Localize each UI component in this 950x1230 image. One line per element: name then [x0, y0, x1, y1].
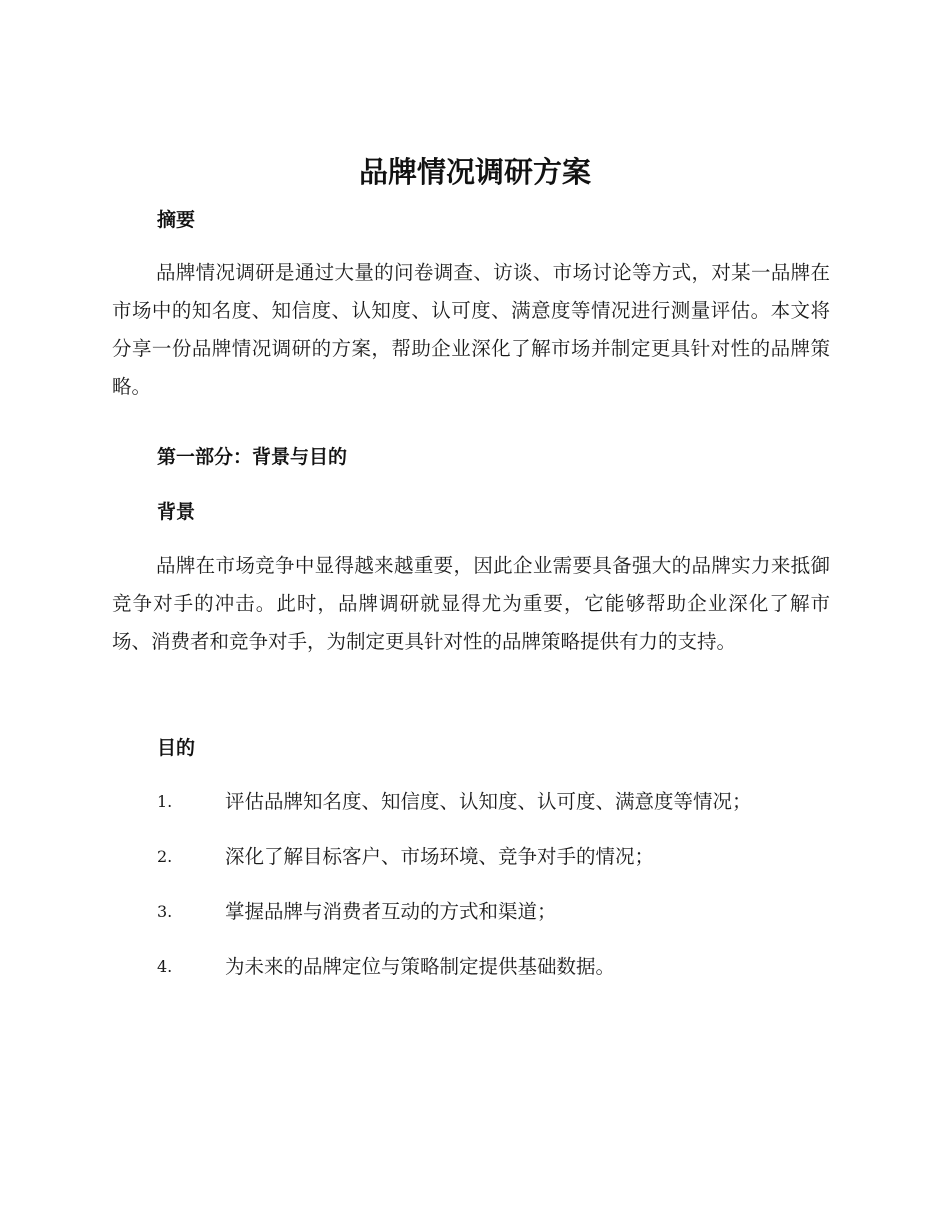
list-item	[0, 783, 950, 838]
background-paragraph: 品牌在市场竞争中显得越来越重要，因此企业需要具备强大的品牌实力来抵御竞争对手的冲击。此时，品牌调研就显得尤为重要，它能够帮助企业深化了解市场、消费者和竞争对手，为制定更具针对性的品牌策略提供有力的支持。	[112, 554, 830, 653]
abstract-heading: 摘要	[157, 209, 196, 231]
list-item-text: 掌握品牌与消费者互动的方式和渠道；	[225, 900, 557, 923]
list-item-number: 1.	[157, 792, 173, 811]
abstract-paragraph: 品牌情况调研是通过大量的问卷调查、访谈、市场讨论等方式，对某一品牌在市场中的知名度、知信度、认知度、认可度、满意度等情况进行测量评估。本文将分享一份品牌情况调研的方案，帮助企业深化了解市场并制定更具针对性的品牌策略。	[112, 261, 830, 398]
purpose-heading: 目的	[157, 737, 196, 759]
list-item-number: 4.	[157, 957, 173, 976]
list-item-number: 2.	[157, 847, 173, 866]
part1-heading: 第一部分：背景与目的	[157, 446, 348, 468]
list-item-text: 深化了解目标客户、市场环境、竞争对手的情况；	[225, 845, 655, 868]
list-item	[0, 893, 950, 948]
list-item-number: 3.	[157, 902, 173, 921]
list-item	[0, 948, 950, 1003]
list-item-text: 为未来的品牌定位与策略制定提供基础数据。	[225, 955, 616, 978]
document-title: 品牌情况调研方案	[358, 155, 591, 189]
list-item-text: 评估品牌知名度、知信度、认知度、认可度、满意度等情况；	[225, 790, 752, 813]
purpose-list	[0, 783, 950, 1003]
list-item	[0, 838, 950, 893]
background-heading: 背景	[157, 501, 196, 523]
